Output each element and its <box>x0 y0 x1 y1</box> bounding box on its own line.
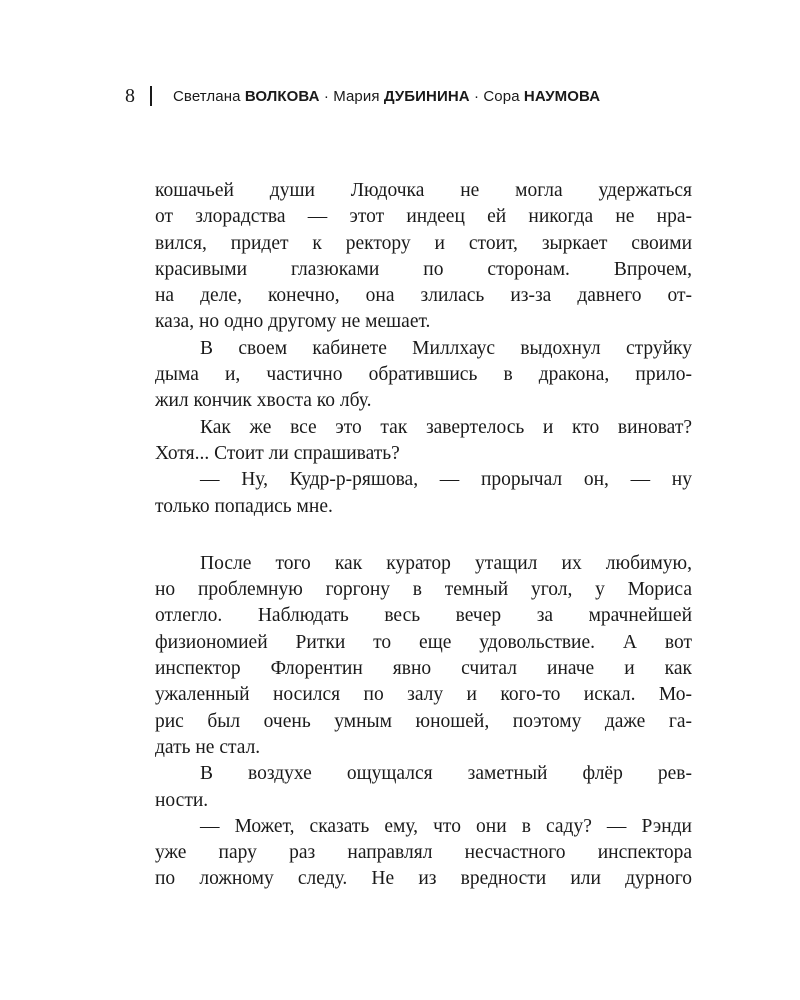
text-line: инспектор Флорентин явно считал иначе и как <box>155 658 692 680</box>
author-separator: · <box>473 87 480 105</box>
text-line: ности. <box>155 789 209 811</box>
author-2-first-name: Мария <box>333 87 380 105</box>
text-line: рис был очень умным юношей, поэтому даже га- <box>155 710 692 732</box>
text-line: уже пару раз направлял несчастного инспектора <box>155 842 692 864</box>
author-2-last-name: ДУБИНИНА <box>383 87 470 105</box>
text-line: физиономией Ритки то еще удовольствие. А вот <box>155 631 692 653</box>
running-head <box>125 84 600 108</box>
text-line: В воздухе ощущался заметный флёр рев- <box>200 763 692 785</box>
text-line: дать не стал. <box>155 736 261 758</box>
text-line: на деле, конечно, она злилась из-за давнего от- <box>155 285 692 307</box>
author-3-first-name: Сора <box>483 87 520 105</box>
section-1 <box>155 178 692 520</box>
text-line: — Может, сказать ему, что они в саду? — Рэнди <box>200 815 692 837</box>
body-text <box>155 178 692 893</box>
text-line: каза, но одно другому не мешает. <box>155 311 431 333</box>
text-line: от злорадства — этот индеец ей никогда не нра- <box>155 206 692 228</box>
text-line: После того как куратор утащил их любимую, <box>200 552 692 574</box>
text-line: жил кончик хвоста ко лбу. <box>155 390 372 412</box>
section-2 <box>155 551 692 893</box>
text-line: дыма и, частично обратившись в дракона, прило- <box>155 364 692 386</box>
text-line: вился, придет к ректору и стоит, зыркает своими <box>155 232 692 254</box>
text-line: Хотя... Стоит ли спрашивать? <box>155 442 400 464</box>
text-line: только попадись мне. <box>155 495 333 517</box>
author-separator: · <box>323 87 329 105</box>
header-separator-bar <box>150 86 152 106</box>
text-line: отлегло. Наблюдать весь вечер за мрачнейшей <box>155 605 692 627</box>
author-1-first-name: Светлана <box>173 87 241 105</box>
text-line: по ложному следу. Не из вредности или дурного <box>155 868 692 890</box>
authors-line <box>173 88 600 105</box>
section-break <box>155 520 692 551</box>
text-line: но проблемную горгону в темный угол, у Мориса <box>155 579 692 601</box>
page-number: 8 <box>125 84 135 107</box>
text-line: — Ну, Кудр-р-ряшова, — прорычал он, — ну <box>200 469 692 491</box>
text-line: кошачьей души Людочка не могла удержаться <box>155 180 692 201</box>
text-line: ужаленный носился по залу и кого-то искал. Мо- <box>155 684 692 706</box>
text-line: Как же все это так завертелось и кто виноват? <box>200 416 692 438</box>
text-line: красивыми глазюками по сторонам. Впрочем, <box>155 258 692 280</box>
author-1-last-name: ВОЛКОВА <box>244 87 320 105</box>
text-line: В своем кабинете Миллхаус выдохнул струйку <box>200 337 692 359</box>
author-3-last-name: НАУМОВА <box>523 87 601 105</box>
